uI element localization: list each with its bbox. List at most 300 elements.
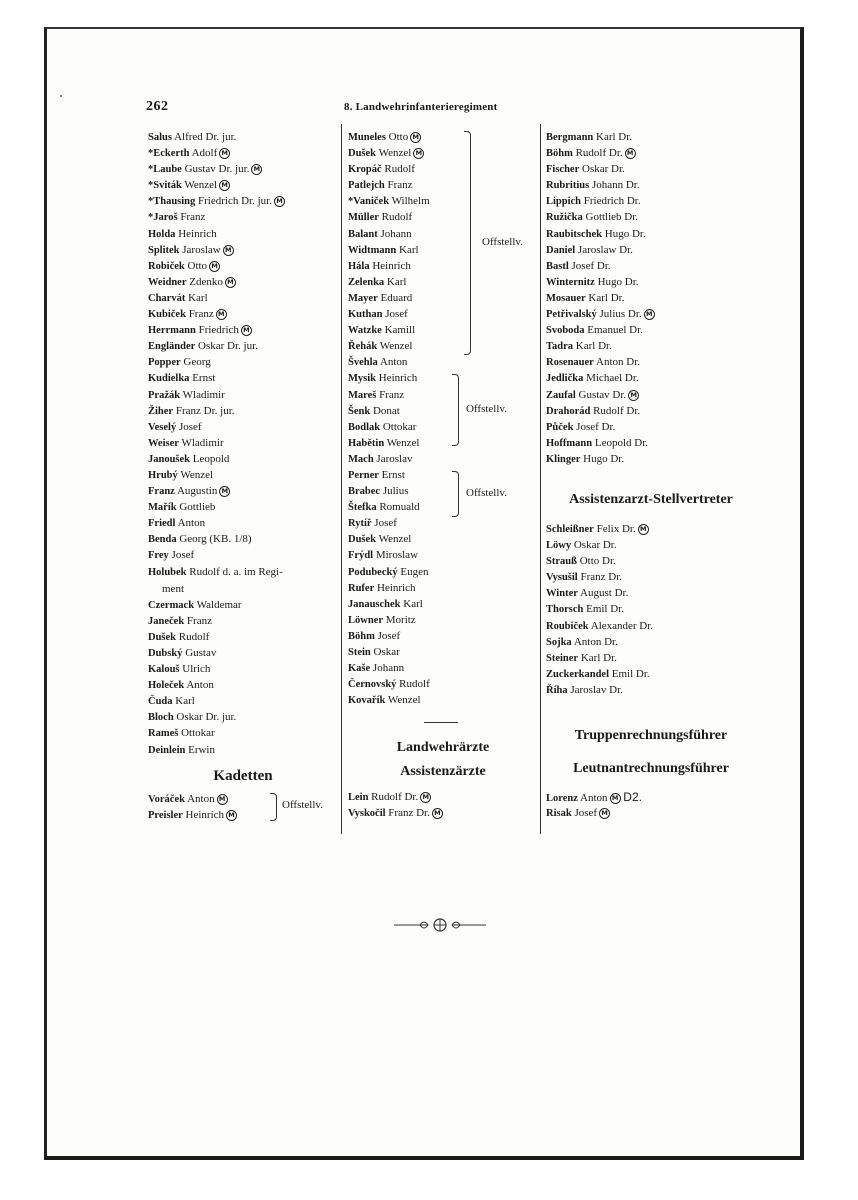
list-entry <box>348 387 538 403</box>
entry-given-names: Anton <box>186 679 214 692</box>
entry-given-names: Eugen <box>400 565 429 578</box>
entry-surname: Jedlička <box>546 373 584 385</box>
entry-given-names: Leopold Dr. <box>594 436 649 449</box>
entry-given-names: Wenzel <box>379 340 413 353</box>
entry-given-names: Franz <box>188 308 214 321</box>
entry-given-names: Josef <box>178 420 202 433</box>
entry-given-names: Rudolf d. a. im Regi- <box>189 565 283 578</box>
list-entry <box>148 129 340 145</box>
entry-surname: Holubek <box>148 566 187 578</box>
entry-given-names: Zdenko <box>189 275 223 288</box>
list-entry <box>348 692 538 708</box>
list-entry <box>148 725 340 741</box>
list-entry <box>348 547 538 563</box>
entry-given-names: Donat <box>372 404 400 417</box>
entry-surname: Charvát <box>148 292 186 304</box>
entry-given-names: Josef Dr. <box>576 420 616 433</box>
entry-surname: Kudielka <box>148 373 190 385</box>
m-circle-icon: M <box>219 148 230 159</box>
list-entry <box>348 161 538 177</box>
list-entry <box>148 370 340 386</box>
entry-given-names: Friedrich Dr. jur. <box>198 195 272 208</box>
entry-given-names: Anton <box>187 793 215 805</box>
entry-given-names: Karl <box>188 291 208 304</box>
list-entry <box>546 521 756 537</box>
list-entry <box>348 322 538 338</box>
list-entry <box>546 435 756 451</box>
list-entry <box>546 209 756 225</box>
m-circle-icon: M <box>420 792 431 803</box>
list-entry <box>546 145 756 161</box>
truppenrechnungsfuehrer-list <box>546 789 756 821</box>
list-entry <box>148 709 340 725</box>
brace-group-2 <box>452 374 459 446</box>
entry-surname: Kaše <box>348 663 371 675</box>
entry-surname: Mareš <box>348 389 377 401</box>
list-entry <box>148 322 340 338</box>
list-entry <box>546 258 756 274</box>
list-entry <box>148 177 340 193</box>
kadetten-brace-label: Offstellv. <box>282 799 323 811</box>
list-entry <box>546 805 756 821</box>
entry-given-names: Gottlieb <box>179 501 216 514</box>
entry-surname: Friedl <box>148 518 176 530</box>
entry-given-names: Wenzel <box>378 147 412 160</box>
page-number: 262 <box>146 99 169 114</box>
list-entry <box>148 226 340 242</box>
scan-speck <box>60 95 62 97</box>
m-circle-icon: M <box>410 132 421 143</box>
entry-surname: Dušek <box>348 534 377 546</box>
entry-surname: Sojka <box>546 636 572 648</box>
entry-surname: Löwy <box>546 540 572 552</box>
kadetten-heading: Kadetten <box>213 768 273 784</box>
entry-given-names: Karl <box>175 695 195 708</box>
entry-surname: Schleißner <box>546 524 594 535</box>
entry-given-names: Gustav Dr. <box>578 388 627 401</box>
list-entry <box>546 682 756 698</box>
entry-given-names: Kamill <box>384 324 416 337</box>
list-entry <box>148 467 340 483</box>
entry-given-names: Josef <box>171 549 195 562</box>
entry-surname: Půček <box>546 421 574 433</box>
list-entry <box>148 742 340 758</box>
list-entry <box>348 193 538 209</box>
entry-surname: Klinger <box>546 453 581 465</box>
entry-surname: Podubecký <box>348 566 398 578</box>
list-entry <box>148 354 340 370</box>
entry-surname: Risak <box>546 808 572 820</box>
list-entry <box>148 403 340 419</box>
entry-surname: Kropáč <box>348 164 382 176</box>
list-entry <box>148 693 340 709</box>
list-entry <box>546 354 756 370</box>
entry-surname: *Laube <box>148 164 182 176</box>
list-entry <box>546 129 756 145</box>
entry-surname: Petřivalský <box>546 309 597 321</box>
entry-given-names: Romuald <box>379 501 420 514</box>
entry-given-names: Franz Dr. <box>388 807 430 820</box>
entry-surname: Perner <box>348 469 379 481</box>
entry-given-names: Franz <box>186 614 212 627</box>
entry-surname: Weiser <box>148 437 179 449</box>
list-entry <box>546 451 756 467</box>
entry-surname: Kalouš <box>148 664 180 676</box>
list-entry <box>546 161 756 177</box>
entry-given-names: Gustav Dr. jur. <box>184 163 250 176</box>
entry-given-names: Josef Dr. <box>571 259 611 272</box>
entry-surname: Herrmann <box>148 325 196 337</box>
list-entry <box>348 403 538 419</box>
list-entry <box>348 467 538 483</box>
entry-surname: Rufer <box>348 582 375 594</box>
entry-given-names: Michael Dr. <box>586 372 639 385</box>
entry-surname: Daniel <box>546 244 576 256</box>
entry-surname: Weidner <box>148 276 187 288</box>
entry-given-names: Franz Dr. jur. <box>175 404 235 417</box>
entry-given-names: Wladimir <box>181 436 224 449</box>
entry-surname: Deinlein <box>148 744 186 756</box>
list-entry <box>148 499 340 515</box>
entry-given-names: Wilhelm <box>391 195 430 208</box>
entry-surname: Watzke <box>348 325 382 337</box>
entry-surname: Stein <box>348 647 371 658</box>
entry-surname: Salus <box>148 132 172 143</box>
assistenzaerzte-heading: Assistenzärzte <box>400 764 486 779</box>
entry-given-names: Jaroslaw <box>182 243 221 256</box>
list-entry <box>348 209 538 225</box>
entry-given-names: Karl <box>399 243 419 256</box>
entry-given-names: Emil Dr. <box>586 603 624 616</box>
list-entry <box>148 515 340 531</box>
list-entry <box>148 209 340 225</box>
entry-given-names: Julius <box>382 485 409 498</box>
entry-given-names: Rudolf Dr. <box>575 147 623 160</box>
list-entry <box>546 193 756 209</box>
entry-surname: *Thausing <box>148 196 196 208</box>
list-entry <box>148 547 340 563</box>
entry-given-names: Franz <box>180 211 206 224</box>
entry-given-names: Franz <box>387 179 413 192</box>
entry-surname: Löwner <box>348 614 383 626</box>
list-entry <box>546 322 756 338</box>
entry-surname: Winter <box>546 588 578 600</box>
entry-given-names: Karl Dr. <box>596 131 633 143</box>
list-entry <box>546 177 756 193</box>
entry-given-names: Oskar Dr. jur. <box>198 340 258 353</box>
entry-given-names: Oskar Dr. <box>573 539 617 552</box>
entry-given-names: Emanuel Dr. <box>587 324 643 337</box>
m-circle-icon: M <box>432 808 443 819</box>
entry-given-names: Oskar <box>373 646 400 658</box>
entry-surname: Řehák <box>348 341 378 353</box>
m-circle-icon: M <box>219 486 230 497</box>
entry-surname: Muneles <box>348 132 386 143</box>
assistenzarzt-stellvertreter-heading: Assistenzarzt-Stellvertreter <box>569 492 733 507</box>
list-entry <box>546 370 756 386</box>
list-entry <box>348 499 538 515</box>
entry-given-names: Ernst <box>192 372 216 385</box>
list-entry <box>546 274 756 290</box>
entry-surname: Mysik <box>348 373 377 385</box>
column-divider-1 <box>341 124 342 834</box>
entry-given-names: Georg <box>183 356 211 369</box>
entry-surname: Frýdl <box>348 550 374 562</box>
entry-surname: *Vaniček <box>348 196 390 208</box>
entry-given-names: Anton Dr. <box>596 356 640 369</box>
entry-given-names: Otto <box>187 259 208 272</box>
column-1 <box>148 129 340 758</box>
entry-given-names: Franz Dr. <box>580 571 623 584</box>
list-entry <box>148 258 340 274</box>
list-entry <box>348 370 538 386</box>
entry-given-names: Karl Dr. <box>588 291 625 304</box>
entry-given-names: Ottokar <box>382 420 417 433</box>
list-entry <box>546 338 756 354</box>
entry-given-names: Wenzel <box>386 436 420 449</box>
entry-surname: Widtmann <box>348 244 397 256</box>
entry-surname: Splitek <box>148 244 180 256</box>
list-entry <box>148 145 340 161</box>
list-entry <box>546 537 756 553</box>
list-entry <box>348 805 538 821</box>
entry-surname: Janoušek <box>148 453 191 465</box>
list-entry <box>546 585 756 601</box>
column-2 <box>348 129 538 708</box>
entry-given-names: Karl <box>386 275 407 288</box>
list-entry <box>348 145 538 161</box>
entry-given-names: Wladimir <box>182 388 225 401</box>
entry-surname: Černovský <box>348 679 397 691</box>
entry-given-names: Karl <box>403 597 423 610</box>
list-entry <box>546 226 756 242</box>
entry-given-names: Leopold <box>192 452 230 465</box>
entry-given-names: Alexander Dr. <box>590 619 654 632</box>
list-entry <box>348 338 538 354</box>
entry-given-names: Hugo Dr. <box>597 275 639 288</box>
list-entry <box>148 564 340 597</box>
entry-given-names: Johann Dr. <box>591 179 640 192</box>
entry-suffix: D2. <box>623 790 642 804</box>
entry-given-names: Johann <box>372 662 405 675</box>
entry-surname: Zaufal <box>546 389 576 401</box>
brace-label-1: Offstellv. <box>482 236 523 248</box>
entry-surname: Veselý <box>148 421 177 433</box>
entry-surname: Strauß <box>546 556 577 568</box>
list-entry <box>546 403 756 419</box>
list-entry <box>348 676 538 692</box>
column-divider-2 <box>540 124 541 834</box>
list-entry <box>348 419 538 435</box>
list-entry <box>348 435 538 451</box>
entry-surname: Müller <box>348 212 379 224</box>
list-entry <box>348 596 538 612</box>
entry-given-names: Anton <box>379 356 408 369</box>
entry-surname: Rameš <box>148 728 179 740</box>
entry-surname: Bodlak <box>348 421 381 433</box>
entry-given-names: Anton <box>580 792 608 804</box>
entry-given-names: Georg (KB. 1/8) <box>179 533 252 546</box>
entry-given-names: Oskar Dr. <box>582 163 625 176</box>
entry-surname: Mach <box>348 453 374 465</box>
list-entry <box>348 515 538 531</box>
entry-surname: Hoffmann <box>546 437 593 449</box>
list-entry <box>348 612 538 628</box>
entry-surname: Hrubý <box>148 469 178 481</box>
list-entry <box>148 387 340 403</box>
list-entry <box>348 306 538 322</box>
entry-surname: Zuckerkandel <box>546 668 610 680</box>
list-entry <box>348 564 538 580</box>
entry-given-names: Anton <box>177 517 206 530</box>
entry-surname: Žiher <box>148 405 174 417</box>
entry-surname: Robiček <box>148 260 185 272</box>
m-circle-icon: M <box>216 309 227 320</box>
entry-given-names: Rudolf <box>178 630 210 643</box>
list-entry <box>148 791 278 807</box>
entry-surname: Janauschek <box>348 598 401 610</box>
m-circle-icon: M <box>209 261 220 272</box>
entry-given-names: Waldemar <box>196 598 242 611</box>
entry-given-names: Felix Dr. <box>596 523 636 535</box>
entry-given-names: Ottokar <box>181 727 215 740</box>
entry-given-names: Rudolf <box>384 163 415 176</box>
entry-surname: Thorsch <box>546 604 584 616</box>
entry-surname: Czermack <box>148 599 195 611</box>
entry-surname: Bloch <box>148 712 174 724</box>
entry-given-names: Heinrich <box>185 809 225 822</box>
list-entry <box>546 618 756 634</box>
entry-surname: Lorenz <box>546 793 578 804</box>
list-entry <box>348 177 538 193</box>
m-circle-icon: M <box>217 794 228 805</box>
entry-given-names: Heinrich <box>178 227 217 240</box>
entry-surname: Fischer <box>546 164 580 176</box>
list-entry <box>148 629 340 645</box>
list-entry <box>348 258 538 274</box>
list-entry <box>348 129 538 145</box>
entry-surname: Rosenauer <box>546 357 594 369</box>
list-entry <box>546 553 756 569</box>
entry-surname: Böhm <box>348 630 375 642</box>
entry-surname: Bastl <box>546 260 569 272</box>
entry-given-names: Eduard <box>380 291 413 304</box>
entry-given-names: Heinrich <box>378 372 418 385</box>
entry-surname: Holeček <box>148 680 185 692</box>
m-circle-icon: M <box>223 245 234 256</box>
entry-given-names: Heinrich <box>377 581 416 594</box>
list-entry <box>348 531 538 547</box>
entry-given-names: Franz <box>379 388 405 401</box>
entry-surname: Winternitz <box>546 276 595 288</box>
entry-given-names: Anton Dr. <box>573 635 618 648</box>
brace-label-3: Offstellv. <box>466 487 507 499</box>
entry-surname: Rubritius <box>546 180 590 192</box>
entry-given-names: Wenzel <box>378 533 412 546</box>
assistenzarzt-stellvertreter-list <box>546 521 756 698</box>
entry-surname: Holda <box>148 228 176 240</box>
list-entry <box>546 306 756 322</box>
list-entry <box>348 451 538 467</box>
entry-surname: Mosauer <box>546 292 586 304</box>
brace-group-3 <box>452 471 459 517</box>
entry-surname: Vysušil <box>546 572 578 584</box>
entry-given-names: Josef <box>374 517 397 530</box>
entry-surname: Kuthan <box>348 309 383 321</box>
list-entry <box>348 274 538 290</box>
list-entry <box>546 242 756 258</box>
list-entry <box>148 597 340 613</box>
entry-surname: Voráček <box>148 794 185 805</box>
entry-surname: Svoboda <box>546 325 585 337</box>
list-entry <box>546 290 756 306</box>
entry-surname: Švehla <box>348 357 378 369</box>
entry-surname: Ružička <box>546 212 583 224</box>
list-entry <box>348 789 538 805</box>
list-entry <box>148 274 340 290</box>
entry-surname: Preisler <box>148 810 183 822</box>
list-entry <box>148 483 340 499</box>
entry-surname: Benda <box>148 534 177 546</box>
entry-surname: Frey <box>148 550 169 562</box>
entry-surname: Drahorád <box>546 405 591 417</box>
brace-label-2: Offstellv. <box>466 403 507 415</box>
column-3 <box>546 129 756 467</box>
entry-given-names: Ernst <box>381 468 405 481</box>
entry-surname: Popper <box>148 357 181 369</box>
list-entry <box>546 650 756 666</box>
entry-surname: Štefka <box>348 502 377 514</box>
entry-given-names: Rudolf Dr. <box>371 791 419 803</box>
list-entry <box>148 193 340 209</box>
entry-given-names: Josef <box>377 629 401 642</box>
list-entry <box>148 306 340 322</box>
m-circle-icon: M <box>625 148 636 159</box>
entry-given-names: Otto Dr. <box>579 555 616 568</box>
entry-given-names: Hugo Dr. <box>583 452 625 465</box>
entry-surname: Engländer <box>148 341 196 353</box>
entry-given-names: Adolf <box>191 147 218 160</box>
list-entry <box>148 435 340 451</box>
list-entry <box>546 387 756 403</box>
entry-given-names: Miroslaw <box>375 549 419 562</box>
list-entry <box>348 290 538 306</box>
list-entry <box>148 161 340 177</box>
entry-surname: Habětin <box>348 437 385 449</box>
entry-given-names: Rudolf <box>399 678 430 691</box>
entry-surname: Böhm <box>546 148 573 160</box>
m-circle-icon: M <box>251 164 262 175</box>
entry-surname: Brabec <box>348 486 381 498</box>
list-entry <box>148 451 340 467</box>
entry-surname: Šenk <box>348 405 371 417</box>
assistenzaerzte-list <box>348 789 538 821</box>
entry-given-names: Oskar Dr. jur. <box>176 711 237 724</box>
list-entry <box>546 569 756 585</box>
list-entry <box>148 242 340 258</box>
entry-surname: Roubiček <box>546 620 589 632</box>
entry-given-names: Gustav <box>185 647 217 659</box>
m-circle-icon: M <box>226 810 237 821</box>
entry-surname: Tadra <box>546 341 574 353</box>
brace-group-1 <box>464 131 471 355</box>
running-head: 8. Landwehrinfanterieregiment <box>344 101 498 113</box>
entry-surname: Čuda <box>148 696 173 708</box>
m-circle-icon: M <box>274 196 285 207</box>
entry-given-names: Rudolf Dr. <box>593 404 641 417</box>
entry-surname: Steiner <box>546 652 579 664</box>
entry-surname: Říha <box>546 684 568 696</box>
